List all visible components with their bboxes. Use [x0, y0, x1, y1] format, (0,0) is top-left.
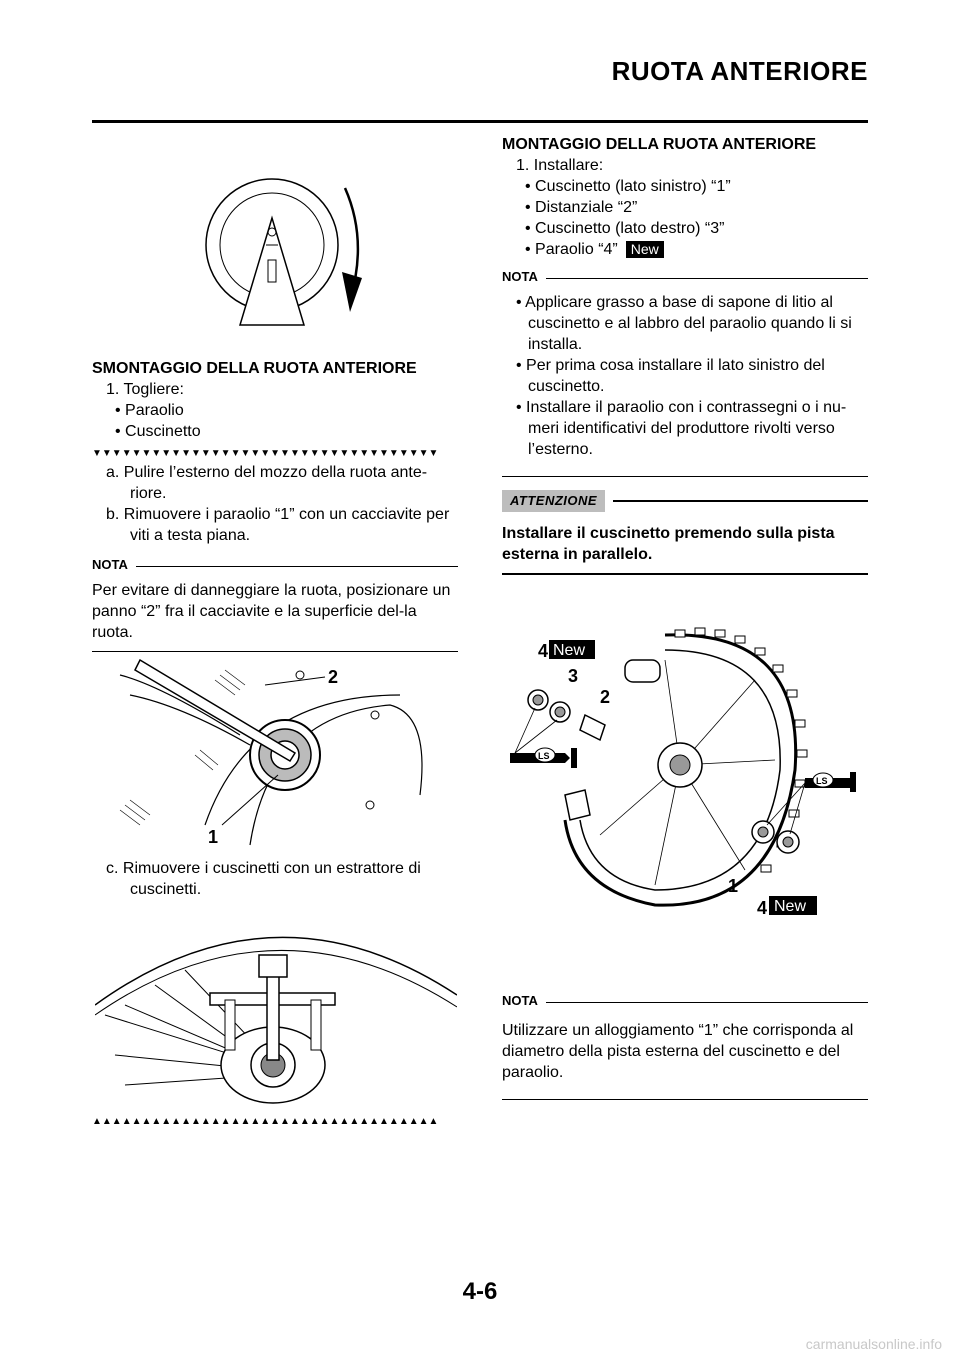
install-heading: MONTAGGIO DELLA RUOTA ANTERIORE: [502, 136, 817, 153]
ls-label: LS: [816, 776, 828, 786]
install-item: • Distanziale “2”: [525, 199, 638, 216]
substep-a: a. Pulire l’esterno del mozzo della ruota ante-riore.: [106, 464, 428, 502]
nota-end-rule: [502, 476, 868, 477]
new-badge: New: [553, 642, 586, 659]
install-item: • Paraolio “4” New: [502, 239, 868, 260]
label-4-top: 4: [538, 641, 549, 661]
header-rule: [92, 120, 868, 123]
install-item: • Cuscinetto (lato destro) “3”: [525, 220, 725, 237]
nota-heading: NOTA: [502, 268, 868, 284]
removal-item: • Cuscinetto: [115, 423, 201, 440]
wheel-assembly-illustration: [505, 620, 867, 920]
page-number: 4-6: [462, 1278, 498, 1305]
nota-item: • Installare il paraolio con i contrassegni o i nu-meri identificativi del produttore rivolti verso l’esterno.: [516, 399, 847, 458]
nota-heading: NOTA: [502, 992, 868, 1008]
caution-heading: [502, 489, 868, 513]
wheel-rotation-illustration: [200, 160, 380, 335]
label-3: 3: [568, 666, 579, 686]
removal-item: • Paraolio: [115, 402, 184, 419]
oil-seal-removal-illustration: [100, 655, 460, 855]
new-badge: New: [774, 898, 807, 915]
ls-label: LS: [538, 751, 550, 761]
page-title: RUOTA ANTERIORE: [611, 56, 868, 86]
caution-text: Installare il cuscinetto premendo sulla pista esterna in parallelo.: [502, 525, 835, 563]
label-2: 2: [328, 667, 339, 687]
caution-badge: ATTENZIONE: [502, 490, 605, 512]
triangle-row-start: ▼▼▼▼▼▼▼▼▼▼▼▼▼▼▼▼▼▼▼▼▼▼▼▼▼▼▼▼▼▼▼▼▼▼▼: [92, 448, 439, 459]
nota-text: Per evitare di danneggiare la ruota, posizionare un panno “2” fra il cacciavite e la superficie del-la ruota.: [92, 582, 451, 641]
install-step-1: 1. Installare:: [516, 157, 604, 174]
substep-b: b. Rimuovere i paraolio “1” con un cacciavite per viti a testa piana.: [106, 506, 450, 544]
nota-end-rule: [502, 1099, 868, 1100]
triangle-row-end: ▲▲▲▲▲▲▲▲▲▲▲▲▲▲▲▲▲▲▲▲▲▲▲▲▲▲▲▲▲▲▲▲▲▲▲: [92, 1116, 439, 1127]
removal-step-1: 1. Togliere:: [106, 381, 184, 398]
removal-heading: SMONTAGGIO DELLA RUOTA ANTERIORE: [92, 360, 417, 377]
nota-heading: NOTA: [92, 556, 458, 572]
new-badge: New: [626, 241, 664, 258]
nota-item: • Applicare grasso a base di sapone di litio al cuscinetto e al labbro del paraolio quando li si installa.: [516, 294, 852, 353]
label-1: 1: [208, 827, 219, 847]
bearing-puller-illustration: [95, 915, 457, 1110]
caution-end-rule: [502, 573, 868, 575]
substep-c: c. Rimuovere i cuscinetti con un estrattore di cuscinetti.: [106, 860, 421, 898]
label-1: 1: [728, 876, 739, 896]
nota-item: • Per prima cosa installare il lato sinistro del cuscinetto.: [516, 357, 825, 395]
nota-text: Utilizzare un alloggiamento “1” che corrisponda al diametro della pista esterna del cuscinetto e del paraolio.: [502, 1022, 854, 1081]
nota-end-rule: [92, 651, 458, 652]
watermark: carmanualsonline.info: [805, 1336, 942, 1352]
install-item: • Cuscinetto (lato sinistro) “1”: [525, 178, 731, 195]
label-4-bottom: 4: [757, 898, 768, 918]
label-2: 2: [600, 687, 611, 707]
